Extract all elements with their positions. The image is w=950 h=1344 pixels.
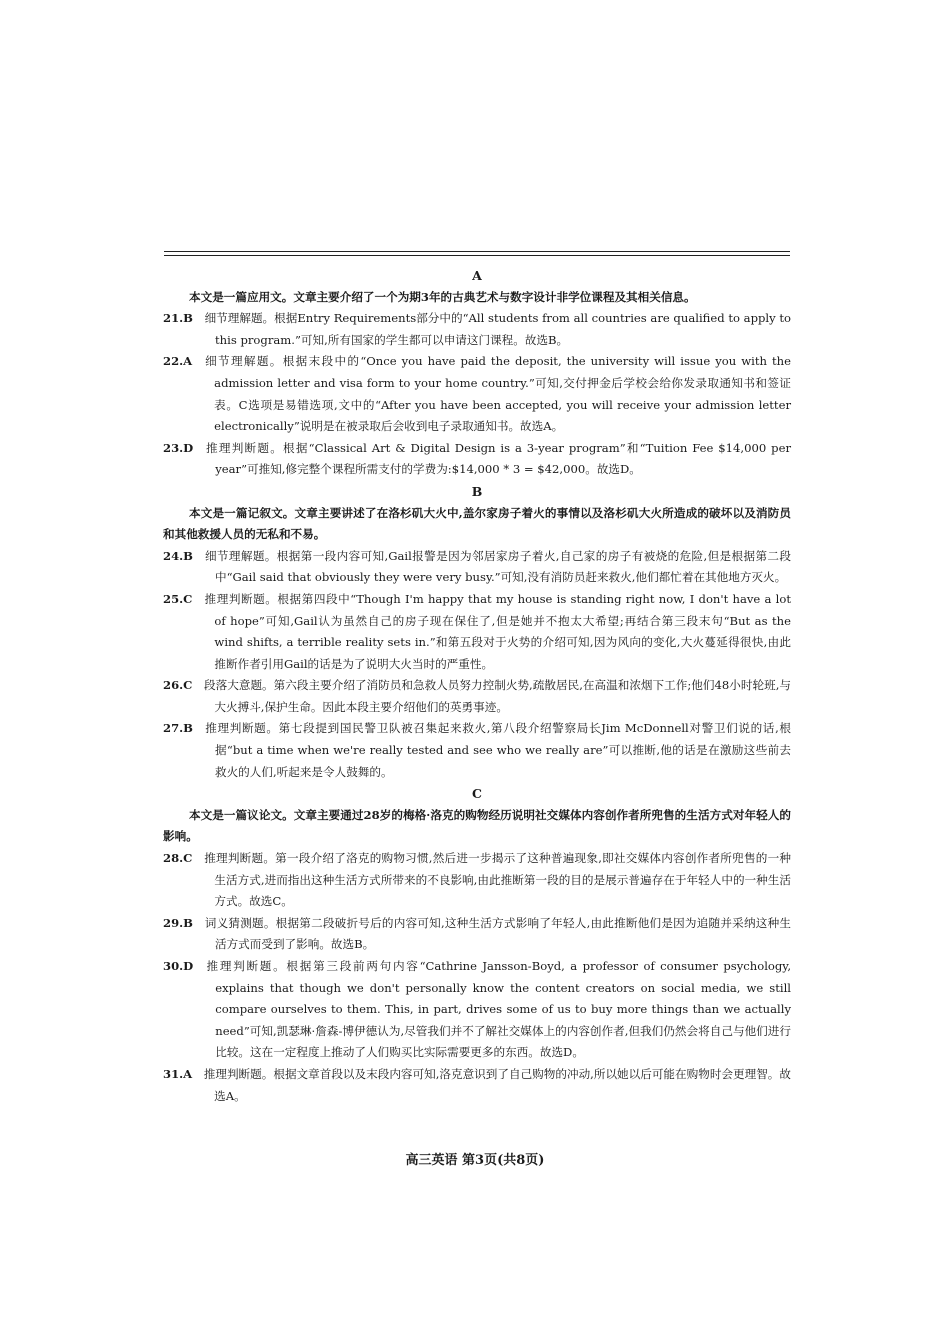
answer-letter: C [183,591,193,606]
question-31 [163,1064,791,1107]
question-number: 31. [163,1066,184,1081]
question-explanation: 细节理解题。根据第一段内容可知,Gail报警是因为邻居家房子着火,自己家的房子有被烧的危险,但是根据第二段中“Gail said that obviously they were very busy.”可知,没有消防员赶来救火,他们都忙着在其他地方灭火。 [204,548,791,585]
answer-key-content [163,265,791,1107]
section-title-b: B [471,483,483,499]
answer-letter: D [183,440,194,455]
question-26 [163,675,791,718]
question-explanation: 段落大意题。第六段主要介绍了消防员和急救人员努力控制火势,疏散居民,在高温和浓烟下工作;他们48小时轮班,与大火搏斗,保护生命。因此本段主要介绍他们的英勇事迹。 [204,678,791,714]
question-number: 27. [163,721,184,736]
question-explanation: 推理判断题。第一段介绍了洛克的购物习惯,然后进一步揭示了这种普遍现象,即社交媒体内容创作者所兜售的一种生活方式,进而指出这种生活方式所带来的不良影响,由此推断第一段的目的是展示普遍存在于年轻人中的一种生活方式。故选C。 [204,851,791,909]
question-21 [163,308,791,351]
answer-letter: C [183,851,193,866]
answer-letter: C [183,678,193,693]
section-summary-b: 本文是一篇记叙文。文章主要讲述了在洛杉矶大火中,盖尔家房子着火的事情以及洛杉矶大火所造成的破坏以及消防员和其他救援人员的无私和不易。 [163,505,791,542]
question-number: 28. [163,851,184,866]
question-22 [163,351,791,437]
answer-letter: D [183,959,194,973]
header-rule-top [164,251,790,252]
question-explanation: 推理判断题。第七段提到国民警卫队被召集起来救火,第八段介绍警察局长Jim McDonnell对警卫们说的话,根据“but a time when we're really tested and see who we really are”可以推断,他的话是在激励这些前去救火的人们,听起来是令人鼓舞的。 [204,721,791,779]
question-explanation: 细节理解题。根据Entry Requirements部分中的“All students from all countries are qualified to apply to this program.”可知,所有国家的学生都可以申请这门课程。故选B。 [204,311,792,347]
question-number: 21. [163,311,184,326]
question-24 [163,546,791,589]
question-number: 30. [163,959,184,973]
answer-letter: B [183,548,193,563]
answer-letter: A [183,1066,193,1081]
header-rule-bottom [164,255,790,256]
question-27 [163,718,791,783]
page-footer: 高三英语 第3页(共8页) [405,1153,545,1168]
section-summary-c: 本文是一篇议论文。文章主要通过28岁的梅格·洛克的购物经历说明社交媒体内容创作者所兜售的生活方式对年轻人的影响。 [163,807,791,844]
section-summary-a: 本文是一篇应用文。文章主要介绍了一个为期3年的古典艺术与数字设计非学位课程及其相关信息。 [189,289,696,304]
question-number: 24. [163,548,184,563]
question-25 [163,589,791,675]
answer-letter: B [183,311,193,326]
question-number: 23. [163,440,184,455]
section-title-c: C [472,786,482,802]
question-28 [163,848,791,913]
answer-letter: A [183,354,193,369]
question-number: 22. [163,354,184,369]
answer-letter: B [183,721,193,736]
question-explanation: 词义猜测题。根据第二段破折号后的内容可知,这种生活方式影响了年轻人,由此推断他们是因为追随并采纳这种生活方式而受到了影响。故选B。 [204,915,791,952]
question-23 [163,438,791,481]
question-explanation: 推理判断题。根据“Classical Art & Digital Design is a 3-year program”和“Tuition Fee $14,000 per year”可推知,修完整个课程所需支付的学费为:$14,000 * 3 = $42,000。故选D。 [204,440,791,477]
question-explanation: 细节理解题。根据末段中的“Once you have paid the deposit, the university will issue you with the admission letter and visa form to your home country.”可知,交付押金后学校会给你发录取通知书和签证表。C选项是易错选项,文中的“After you have been accepted, you will receive your admission letter electronically”说明是在被录取后会收到电子录取通知书。故选A。 [203,354,791,434]
question-29 [163,913,791,956]
answer-letter: B [183,915,193,930]
question-explanation: 推理判断题。根据第四段中“Though I'm happy that my house is standing right now, I don't have a lot of hope”可知,Gail认为虽然自己的房子现在保住了,但是她并不抱太大希望;再结合第三段末句“But as the wind shifts, a terrible reality sets in.”和第五段对于火势的介绍可知,因为风向的变化,大火蔓延得很快,由此推断作者引用Gail的话是为了说明大火当时的严重性。 [204,591,791,671]
question-number: 26. [163,678,184,693]
question-explanation: 推理判断题。根据文章首段以及末段内容可知,洛克意识到了自己购物的冲动,所以她以后可能在购物时会更理智。故选A。 [203,1066,791,1103]
question-explanation: 推理判断题。根据第三段前两句内容“Cathrine Jansson-Boyd, a professor of consumer psychology, explains that though we don't personally know the content creators on social media, we still compare ourselves to them. This, in part, drives some of us to buy more things than we actually need”可知,凯瑟琳·詹森-博伊德认为,尽管我们并不了解社交媒体上的内容创作者,但我们仍然会将自己与他们进行比较。这在一定程度上推动了人们购买比实际需要更多的东西。故选D。 [204,959,791,1060]
section-title-a: A [472,268,482,283]
question-30 [163,956,791,1064]
question-number: 25. [163,591,184,606]
question-number: 29. [163,915,184,930]
